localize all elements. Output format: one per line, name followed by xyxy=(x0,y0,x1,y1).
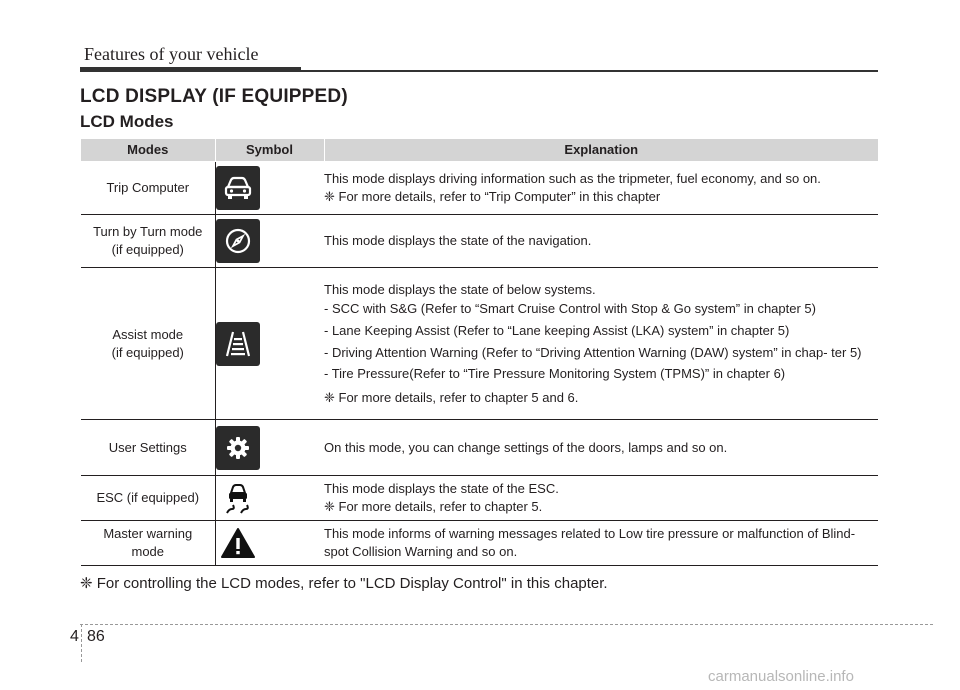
section-number: 4 xyxy=(70,628,79,645)
mode-cell xyxy=(81,420,215,476)
bullet-item: - SCC with S&G (Refer to “Smart Cruise Control with Stop & Go system” in chapter 5) xyxy=(324,301,816,317)
table-row xyxy=(81,420,878,476)
section-title: LCD DISPLAY (IF EQUIPPED) xyxy=(80,86,348,107)
symbol-cell xyxy=(215,420,324,476)
bullet-item: - Driving Attention Warning (Refer to “Driving Attention Warning (DAW) system” in chap- ter 5) xyxy=(324,344,862,360)
mode-cell xyxy=(81,268,215,420)
symbol-cell xyxy=(215,162,324,215)
header-modes: Modes xyxy=(81,139,215,162)
lane-icon xyxy=(216,322,260,366)
explanation-text: This mode displays the state of below systems. xyxy=(324,281,596,297)
car-icon xyxy=(216,166,260,210)
explanation-cell xyxy=(324,476,878,521)
header-symbol: Symbol xyxy=(215,139,324,162)
explanation-text: This mode displays the state of the ESC. xyxy=(324,481,559,497)
bullet-item: - Tire Pressure(Refer to “Tire Pressure Monitoring System (TPMS)” in chapter 6) xyxy=(324,366,786,382)
explanation-cell xyxy=(324,521,878,566)
mode-cell xyxy=(81,215,215,268)
lcd-modes-table xyxy=(81,139,878,566)
compass-icon xyxy=(216,219,260,263)
footer-rule xyxy=(80,624,933,625)
mode-cell xyxy=(81,521,215,566)
symbol-cell xyxy=(215,521,324,566)
explanation-cell xyxy=(324,215,878,268)
mode-label: Master warning xyxy=(103,526,193,542)
header-rule xyxy=(301,70,878,72)
header-explanation: Explanation xyxy=(324,139,878,162)
explanation-note: ❈ For more details, refer to “Trip Computer” in this chapter xyxy=(324,189,661,204)
table-row xyxy=(81,521,878,566)
chapter-title: Features of your vehicle xyxy=(84,44,259,64)
table-row xyxy=(81,268,878,420)
gear-icon xyxy=(216,426,260,470)
symbol-cell xyxy=(215,268,324,420)
table-header-row xyxy=(81,139,878,162)
mode-cell xyxy=(81,476,215,521)
explanation-cell xyxy=(324,268,878,420)
symbol-cell xyxy=(215,215,324,268)
bullet-item: - Lane Keeping Assist (Refer to “Lane keeping Assist (LKA) system” in chapter 5) xyxy=(324,322,790,338)
mode-label: Turn by Turn mode xyxy=(93,224,203,240)
mode-cell xyxy=(81,162,215,215)
symbol-cell xyxy=(215,476,324,521)
explanation-text: This mode informs of warning messages related to Low tire pressure or malfunction of Blind-spot Collision Warning and so on. xyxy=(324,526,856,559)
bullet-list xyxy=(324,300,878,382)
section-subtitle: LCD Modes xyxy=(80,112,174,131)
explanation-text: This mode displays the state of the navigation. xyxy=(324,233,592,249)
table-row xyxy=(81,215,878,268)
page-divider xyxy=(81,624,82,662)
mode-label: ESC (if equipped) xyxy=(96,490,200,506)
mode-label: Trip Computer xyxy=(106,180,190,196)
header-bar xyxy=(80,67,301,72)
mode-sublabel: (if equipped) xyxy=(111,242,184,257)
mode-label: Assist mode xyxy=(112,326,184,342)
page-number: 86 xyxy=(87,628,105,645)
explanation-cell xyxy=(324,162,878,215)
mode-sublabel: (if equipped) xyxy=(111,344,184,360)
mode-sublabel: mode xyxy=(131,544,165,559)
footnote: ❈ For controlling the LCD modes, refer to "LCD Display Control" in this chapter. xyxy=(80,575,608,592)
explanation-note: ❈ For more details, refer to chapter 5. xyxy=(324,499,543,514)
explanation-cell xyxy=(324,420,878,476)
table-row xyxy=(81,162,878,215)
warning-triangle-icon xyxy=(216,521,260,565)
watermark: carmanualsonline.info xyxy=(708,668,854,685)
explanation-text: On this mode, you can change settings of the doors, lamps and so on. xyxy=(324,439,728,455)
explanation-note: ❈ For more details, refer to chapter 5 and 6. xyxy=(324,389,579,405)
esc-skid-icon xyxy=(216,476,260,520)
table-row xyxy=(81,476,878,521)
mode-label: User Settings xyxy=(108,439,187,455)
explanation-text: This mode displays driving information such as the tripmeter, fuel economy, and so on. xyxy=(324,171,821,187)
